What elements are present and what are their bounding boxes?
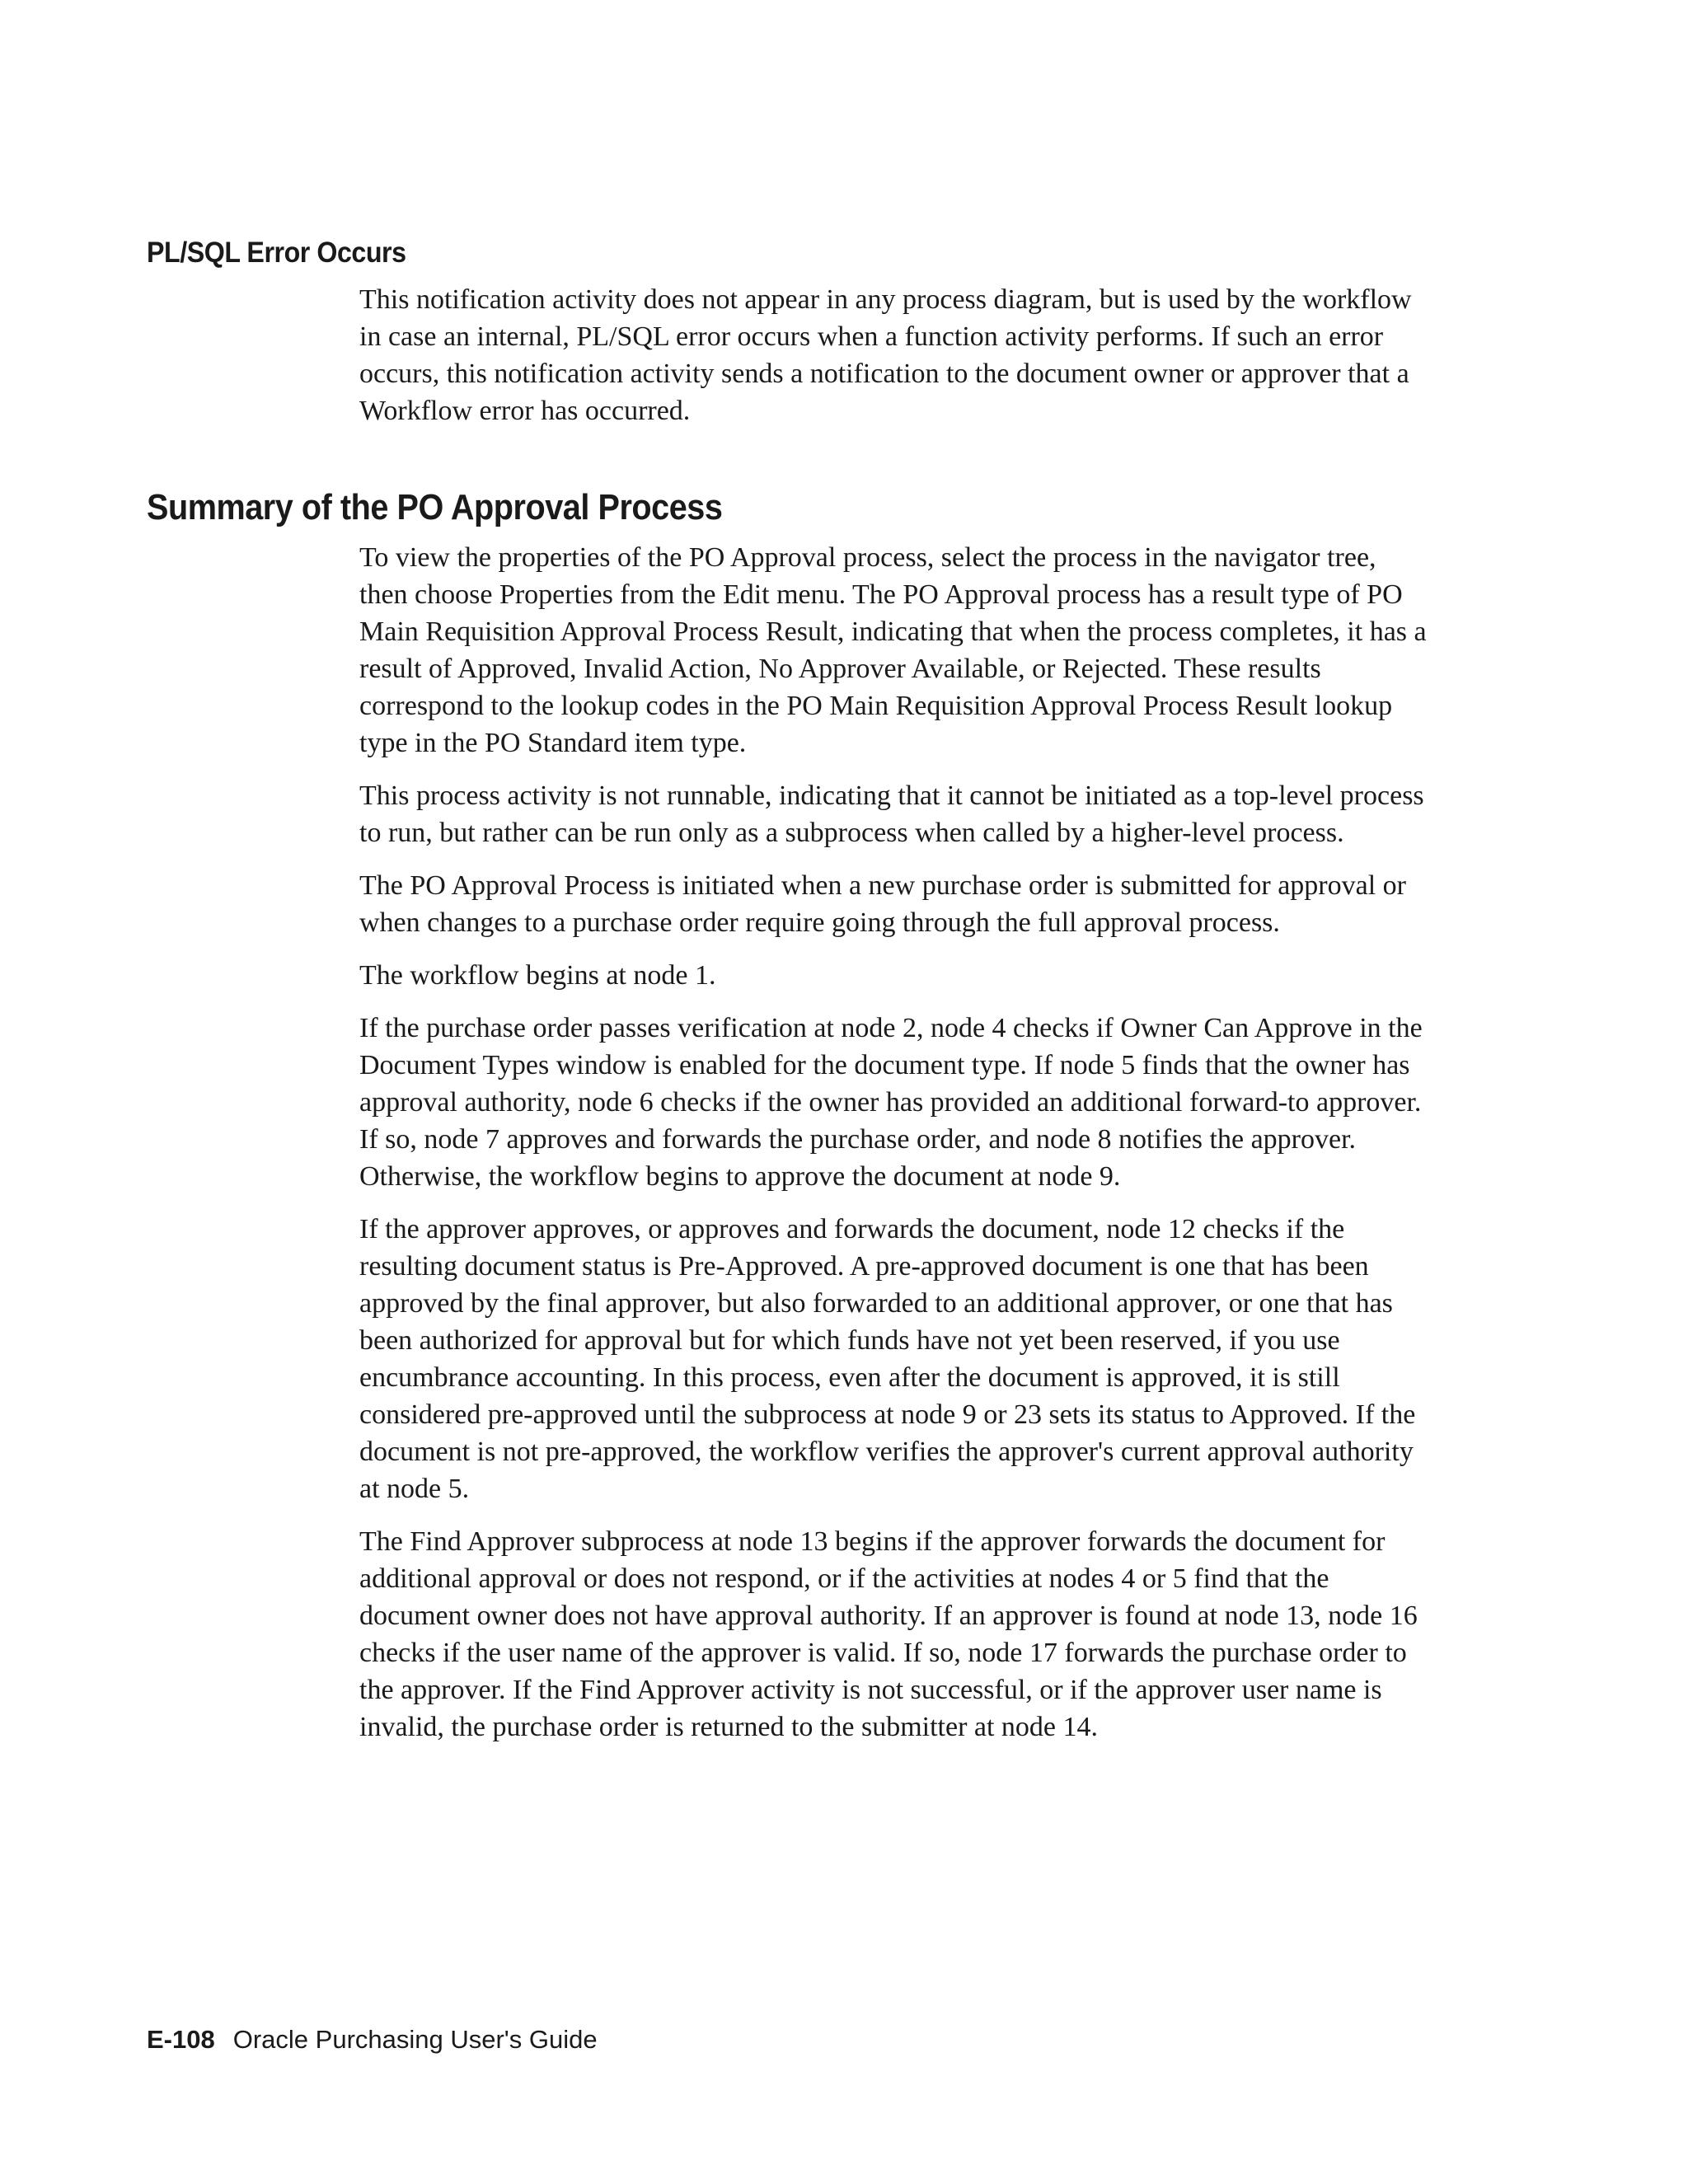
book-title: Oracle Purchasing User's Guide [232,2025,598,2054]
section-heading-plsql-error: PL/SQL Error Occurs [147,237,406,269]
page-number: E-108 [147,2025,215,2054]
section-heading-summary: Summary of the PO Approval Process [147,487,723,527]
paragraph: If the approver approves, or approves and forwards the document, node 12 checks if the resulting document status is Pre-Approved. A pre-approved document is one that has been approved by the final approver, but also forwarded to an additional approver, or one that has been authorized for approval but for which funds have not yet been reserved, if you use encumbrance accounting. In this process, even after the document is approved, it is still considered pre-approved until the subprocess at node 9 or 23 sets its status to Approved. If the document is not pre-approved, the workflow verifies the approver's current approval authority at node 5. [359,1214,1416,1504]
section-body-plsql-error [359,281,1431,445]
paragraph: This process activity is not runnable, indicating that it cannot be initiated as a top-level process to run, but rather can be run only as a subprocess when called by a higher-level process. [359,780,1424,848]
paragraph: The workflow begins at node 1. [359,960,716,991]
section-body-summary [359,539,1431,1761]
paragraph: The Find Approver subprocess at node 13 begins if the approver forwards the document for additional approval or does not respond, or if the activities at nodes 4 or 5 find that the document owner does not have approval authority. If an approver is found at node 13, node 16 checks if the user name of the approver is valid. If so, node 17 forwards the purchase order to the approver. If the Find Approver activity is not successful, or if the approver user name is invalid, the purchase order is returned to the submitter at node 14. [359,1526,1418,1742]
paragraph: To view the properties of the PO Approval process, select the process in the navigator tree, then choose Properties from the Edit menu. The PO Approval process has a result type of PO Main Requisition Approval Process Result, indicating that when the process completes, it has a result of Approved, Invalid Action, No Approver Available, or Rejected. These results correspond to the lookup codes in the PO Main Requisition Approval Process Result lookup type in the PO Standard item type. [359,542,1427,758]
paragraph: If the purchase order passes verification at node 2, node 4 checks if Owner Can Approve in the Document Types window is enabled for the document type. If node 5 finds that the owner has approval authority, node 6 checks if the owner has provided an additional forward-to approver. If so, node 7 approves and forwards the purchase order, and node 8 notifies the approver. Otherwise, the workflow begins to approve the document at node 9. [359,1013,1423,1192]
paragraph: The PO Approval Process is initiated when a new purchase order is submitted for approval or when changes to a purchase order require going through the full approval process. [359,870,1406,938]
paragraph: This notification activity does not appear in any process diagram, but is used by the workflow in case an internal, PL/SQL error occurs when a function activity performs. If such an error occurs, this notification activity sends a notification to the document owner or approver that a Workflow error has occurred. [359,284,1412,426]
page-footer [147,2025,598,2055]
